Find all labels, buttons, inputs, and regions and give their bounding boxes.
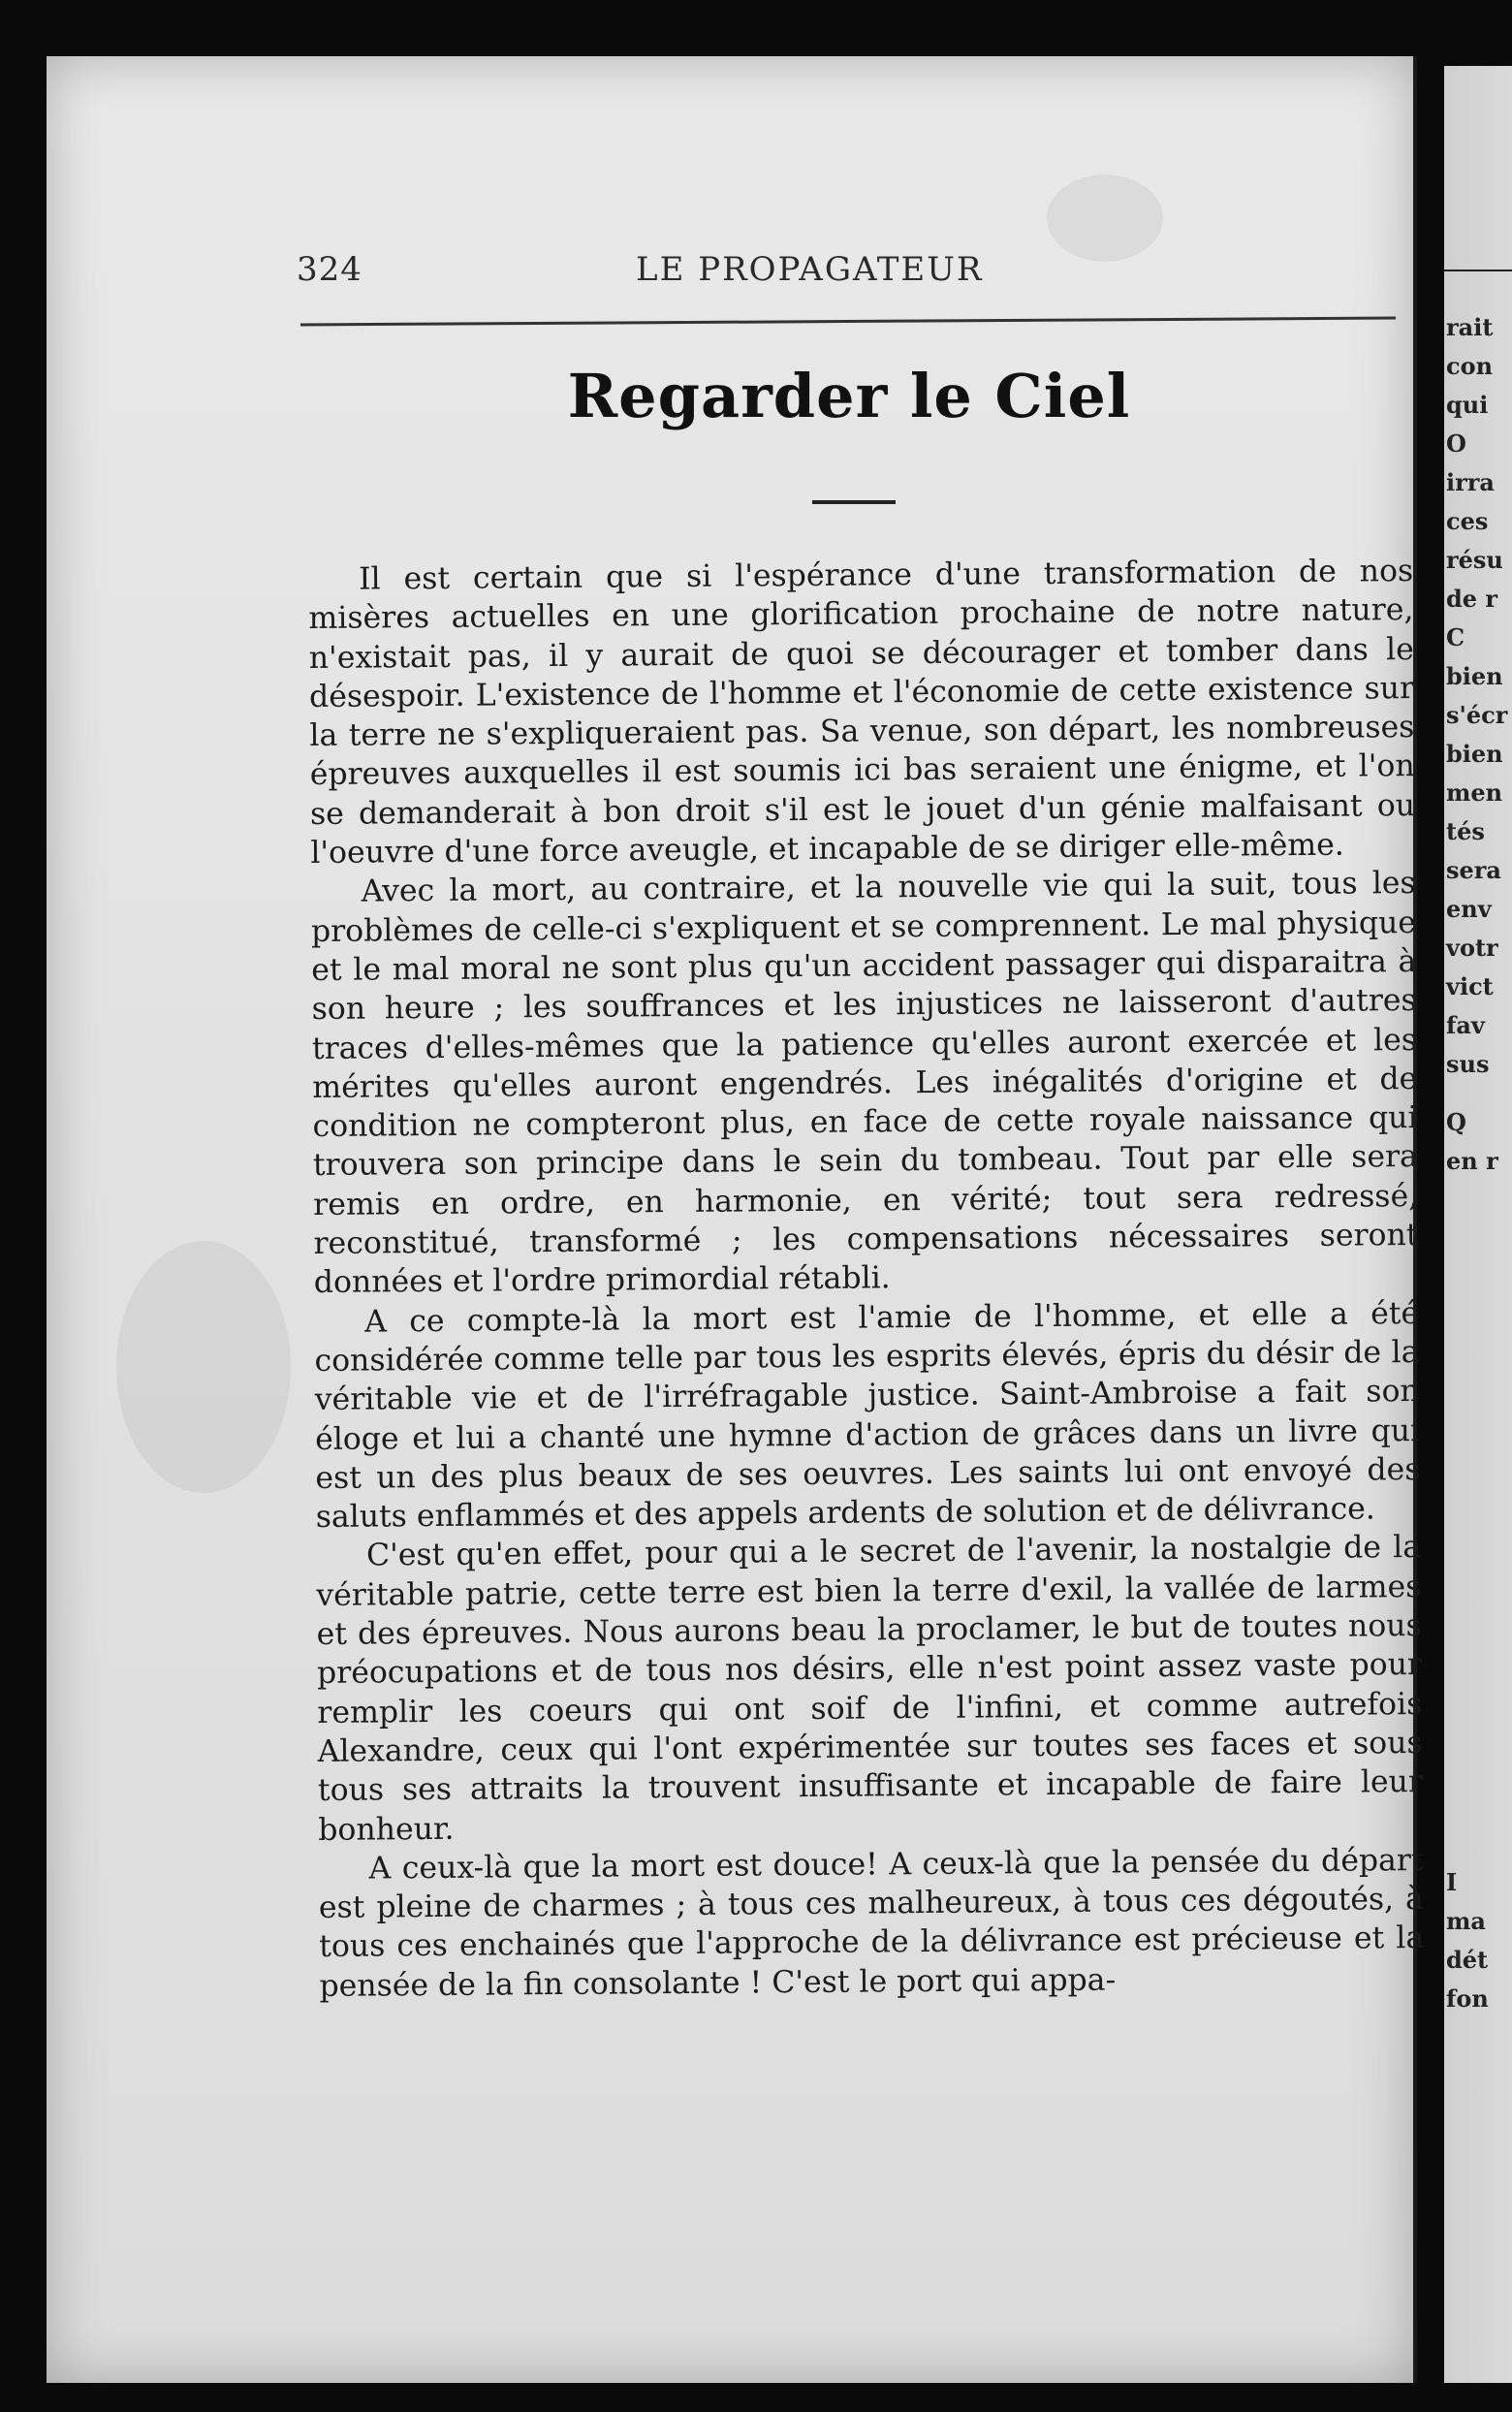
adjacent-fragment: vict — [1446, 972, 1494, 1000]
adjacent-fragment: rait — [1446, 313, 1494, 341]
adjacent-fragment: en r — [1446, 1147, 1498, 1175]
adjacent-fragment: bien — [1446, 740, 1503, 768]
adjacent-fragment: I — [1446, 1868, 1458, 1896]
adjacent-fragment: Q — [1446, 1108, 1466, 1136]
paragraph: C'est qu'en effet, pour qui a le secret de l'avenir, la nostalgie de la véritable patrie, cette terre est bien la terre d'exil, la vallée de larmes et des épreuves. Nous aurons beau la proclamer, le but de toutes nous préocupations et de tous nos désirs, elle n'est point assez vaste pour remplir les coeurs qui ont soif de l'infini, et comme autrefois Alexandre, ceux qui l'ont expérimentée sur toutes ses faces et sous tous ses attraits la trouvent insuffisante et incapable de faire leur bonheur. — [316, 1530, 1424, 1848]
adjacent-fragment: O — [1446, 429, 1466, 458]
adjacent-fragment: ma — [1446, 1907, 1486, 1935]
paragraph: Il est certain que si l'espérance d'une transformation de nos misères actuelles en une glorification prochaine de notre nature, n'existait pas, il y aurait de quoi se décourager et tomber dans le désespoir. L'existence de l'homme et l'économie de cette existence sur la terre ne s'expliqueraient pas. Sa venue, son départ, les nombreuses épreuves auxquelles il est soumis ici bas seraient une énigme, et l'on se demanderait à bon droit s'il est le jouet d'un génie malfaisant ou l'oeuvre d'une force aveugle, et incapable de se diriger elle-même. — [308, 554, 1416, 872]
paper-smudge — [1047, 175, 1163, 262]
adjacent-fragment: votr — [1446, 934, 1498, 962]
adjacent-fragment: résu — [1446, 546, 1503, 574]
adjacent-fragment: fav — [1446, 1011, 1485, 1039]
article-title: Regarder le Ciel — [567, 361, 1131, 431]
adjacent-fragment: env — [1446, 895, 1492, 923]
page-number: 324 — [297, 250, 362, 289]
adjacent-fragment: fon — [1446, 1984, 1489, 2013]
adjacent-fragment: con — [1446, 352, 1494, 380]
article-body — [308, 552, 1425, 2006]
running-title: LE PROPAGATEUR — [636, 250, 984, 289]
paragraph: A ceux-là que la mort est douce! A ceux-là que la pensée du départ est pleine de charmes ; à tous ces malheureux, à tous ces dégoutés, à tous ces enchainés que l'approche de la délivrance est précieuse et la pensée de la fin consolante ! C'est le port qui appa- — [318, 1842, 1425, 2004]
adjacent-page-edge — [1444, 66, 1512, 2383]
adjacent-fragment: sus — [1446, 1050, 1490, 1078]
adjacent-fragment: qui — [1446, 391, 1489, 419]
adjacent-fragment: men — [1446, 778, 1503, 807]
adjacent-fragment: irra — [1446, 468, 1495, 496]
title-divider — [812, 500, 896, 504]
adjacent-fragment: ces — [1446, 507, 1489, 535]
adjacent-fragment: dét — [1446, 1946, 1489, 1974]
paragraph: Avec la mort, au contraire, et la nouvelle vie qui la suit, tous les problèmes de celle-ci s'expliquent et se comprennent. Le mal physique et le mal moral ne sont plus qu'un accident passager qui disparaitra à son heure ; les souffrances et les injustices ne laisseront d'autres traces d'elles-mêmes que la patience qu'elles auront exercée et les mérites qu'elles auront engendrés. Les inégalités d'origine et de condition ne compteront plus, en face de cette royale naissance qui trouvera son principe dans le sein du tombeau. Tout par elle sera remis en ordre, en harmonie, en vérité; tout sera redressé, reconstitué, transformé ; les compensations nécessaires seront données et l'ordre primordial rétabli. — [310, 866, 1419, 1301]
adjacent-fragment: tés — [1446, 817, 1485, 845]
adjacent-fragment: C — [1446, 623, 1465, 651]
adjacent-fragment: sera — [1446, 856, 1501, 884]
running-head — [297, 250, 1392, 299]
paper-smudge — [116, 1241, 291, 1493]
adjacent-page-rule — [1444, 270, 1512, 271]
paragraph: A ce compte-là la mort est l'amie de l'homme, et elle a été considérée comme telle par tous les esprits élevés, épris du désir de la véritable vie et de l'irréfragable justice. Saint-Ambroise a fait son éloge et lui a chanté une hymne d'action de grâces dans un livre qui est un des plus beaux de ses oeuvres. Les saints lui ont envoyé des saluts enflammés et des appels ardents de solution et de délivrance. — [314, 1295, 1421, 1536]
adjacent-fragment: s'écr — [1446, 701, 1508, 729]
adjacent-fragment: de r — [1446, 585, 1498, 613]
adjacent-fragment: bien — [1446, 662, 1503, 690]
